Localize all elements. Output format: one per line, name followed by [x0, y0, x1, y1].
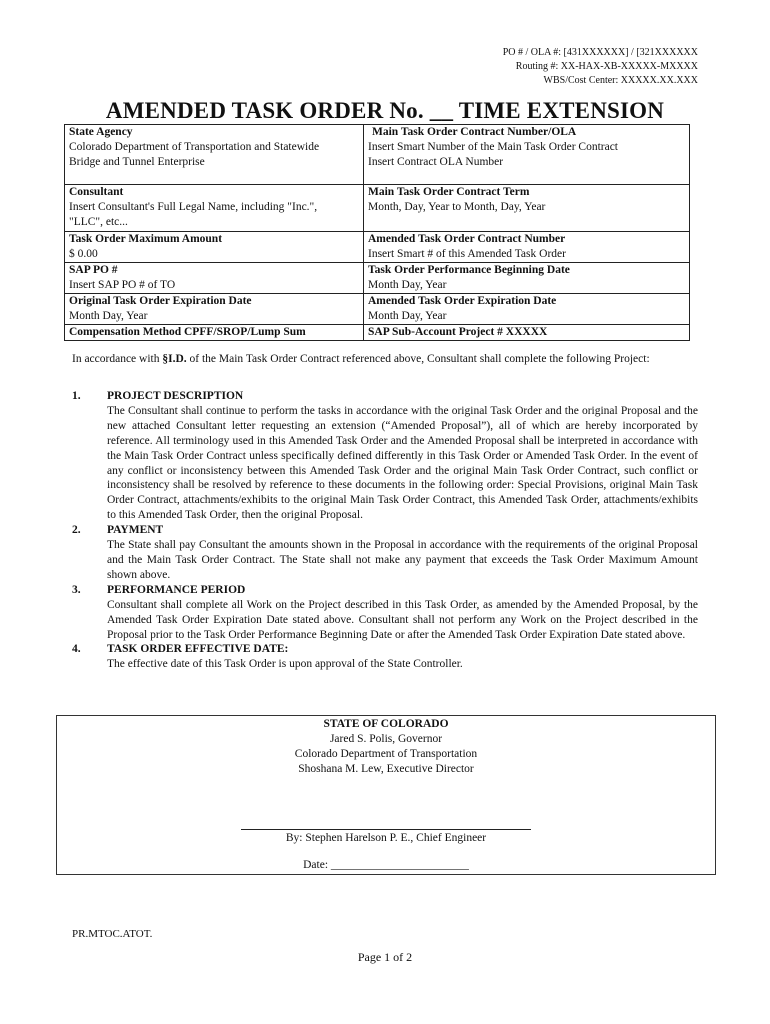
section-number: 4.	[72, 643, 81, 656]
perf-begin-value: Month Day, Year	[368, 279, 447, 291]
signature-block	[56, 715, 716, 875]
sap-sub-label: SAP Sub-Account Project # XXXXX	[368, 326, 548, 338]
consultant-value-2: "LLC", etc...	[69, 216, 128, 228]
section-heading: PROJECT DESCRIPTION	[107, 390, 244, 402]
section-number: 3.	[72, 583, 81, 596]
section-heading: TASK ORDER EFFECTIVE DATE:	[107, 643, 289, 656]
sig-director: Shoshana M. Lew, Executive Director	[298, 763, 474, 775]
sap-po-cell	[65, 263, 364, 294]
section-text: The State shall pay Consultant the amounts shown in the Proposal in accordance with the requirements of the original Proposal and the Main Task Order Contract. The State shall not make any payment that exceeds the Task Order Maximum Amount shown above.	[107, 539, 698, 581]
section-performance-period	[72, 583, 698, 643]
po-line: PO # / OLA #: [431XXXXXX] / [321XXXXXX	[502, 47, 698, 58]
sig-state: STATE OF COLORADO	[323, 718, 449, 730]
contract-term-value: Month, Day, Year to Month, Day, Year	[368, 201, 546, 213]
max-amount-value: $ 0.00	[69, 248, 98, 260]
amended-expiration-value: Month Day, Year	[368, 310, 447, 322]
signature-line[interactable]	[241, 829, 531, 830]
routing-line: Routing #: XX-HAX-XB-XXXXX-MXXXX	[515, 61, 698, 72]
amended-number-value: Insert Smart # of this Amended Task Order	[368, 248, 566, 260]
form-code: PR.MTOC.ATOT.	[72, 928, 153, 940]
sig-governor: Jared S. Polis, Governor	[329, 733, 443, 745]
section-text: The Consultant shall continue to perform the tasks in accordance with the original Task Order and the original Proposal and the new attached Consultant letter requesting an extension (“Amended Proposal”), all of which are hereby incorporated by reference. All terminology used in this Amended Task Order and the Amended Proposal shall be interpreted in accordance with the Main Task Order Contract unless specifically defined differently in this Task Order or Amended Task Order. In the event of any conflict or inconsistency between this Amended Task Order and the original Main Task Order Contract, such conflict or inconsistency shall be resolved by reference to these documents in the following order: Special Provisions, original Main Task Order Contract, attachments/exhibits to the original Main Task Order Contract, this Amended Task Order, attachments/exhibits to this Amended Task Order, then the original Proposal.	[107, 404, 698, 522]
consultant-cell	[65, 185, 364, 232]
intro-paragraph	[72, 352, 692, 367]
main-contract-cell	[364, 125, 690, 185]
sig-date-line[interactable]: Date: ________________________	[303, 859, 469, 871]
info-table	[64, 124, 690, 341]
sections-list	[72, 389, 698, 672]
max-amount-cell	[65, 232, 364, 263]
state-agency-value: Colorado Department of Transportation and Statewide	[69, 141, 320, 153]
compensation-cell	[65, 325, 364, 341]
section-payment	[72, 523, 698, 583]
main-contract-ola: Insert Contract OLA Number	[368, 156, 504, 168]
amended-expiration-label: Amended Task Order Expiration Date	[368, 295, 557, 307]
consultant-value: Insert Consultant's Full Legal Name, including "Inc.",	[69, 201, 318, 213]
intro-before: In accordance with	[72, 353, 163, 365]
orig-expiration-cell	[65, 294, 364, 325]
section-number: 1.	[72, 390, 81, 402]
contract-term-label: Main Task Order Contract Term	[368, 186, 530, 198]
sap-po-value: Insert SAP PO # of TO	[69, 279, 176, 291]
orig-expiration-value: Month Day, Year	[69, 310, 148, 322]
section-heading: PERFORMANCE PERIOD	[107, 583, 246, 596]
section-text: The effective date of this Task Order is upon approval of the State Controller.	[107, 658, 463, 671]
wbs-line: WBS/Cost Center: XXXXX.XX.XXX	[543, 75, 698, 86]
amended-number-label: Amended Task Order Contract Number	[368, 233, 566, 245]
orig-expiration-label: Original Task Order Expiration Date	[69, 295, 252, 307]
sap-sub-cell	[364, 325, 690, 341]
section-effective-date	[72, 642, 698, 672]
sap-po-label: SAP PO #	[69, 264, 118, 276]
intro-ref: §I.D.	[162, 353, 187, 365]
page-number: Page 1 of 2	[357, 950, 413, 964]
perf-begin-cell	[364, 263, 690, 294]
sig-department: Colorado Department of Transportation	[294, 748, 478, 760]
sig-by-line: By: Stephen Harelson P. E., Chief Engineer	[285, 832, 487, 844]
section-text: Consultant shall complete all Work on the Project described in this Task Order, as amended by the Amended Proposal, by the Amended Task Order Expiration Date stated above. Consultant shall not perform any Work on the Project described in the Proposal prior to the Task Order Performance Beginning Date or after the Amended Task Order Expiration Date stated above.	[107, 598, 698, 641]
intro-after: of the Main Task Order Contract referenced above, Consultant shall complete the following Project:	[186, 353, 650, 365]
amended-number-cell	[364, 232, 690, 263]
compensation-label: Compensation Method CPFF/SROP/Lump Sum	[69, 326, 306, 338]
state-agency-label: State Agency	[69, 126, 133, 138]
consultant-label: Consultant	[69, 186, 124, 198]
perf-begin-label: Task Order Performance Beginning Date	[368, 264, 570, 276]
document-header	[503, 46, 698, 88]
section-number: 2.	[72, 524, 81, 537]
state-agency-cell	[65, 125, 364, 185]
section-project-description	[72, 389, 698, 523]
max-amount-label: Task Order Maximum Amount	[69, 233, 223, 245]
section-heading: PAYMENT	[107, 524, 164, 537]
amended-expiration-cell	[364, 294, 690, 325]
state-agency-value-2: Bridge and Tunnel Enterprise	[69, 156, 205, 168]
page-title: AMENDED TASK ORDER No. __ TIME EXTENSION	[105, 98, 665, 123]
main-contract-label: Main Task Order Contract Number/OLA	[372, 126, 577, 138]
contract-term-cell	[364, 185, 690, 232]
main-contract-value: Insert Smart Number of the Main Task Order Contract	[368, 141, 619, 153]
